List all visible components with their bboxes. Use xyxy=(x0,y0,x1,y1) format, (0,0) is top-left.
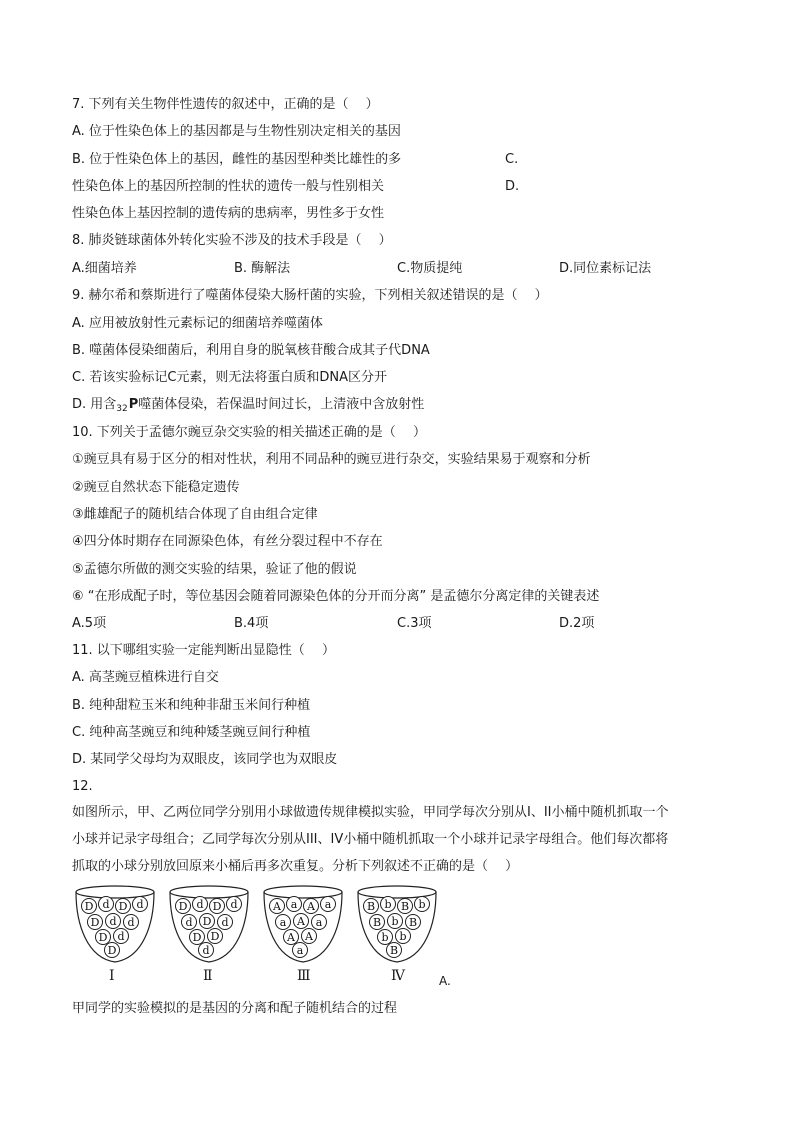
bucket-3 xyxy=(261,884,345,966)
bucket-drawing xyxy=(355,884,439,966)
ball-letter: d xyxy=(221,916,229,929)
q12-option-a-text: 甲同学的实验模拟的是基因的分离和配子随机结合的过程 xyxy=(72,1001,398,1016)
bucket-label: Ⅱ xyxy=(203,968,213,984)
q7-option-a: A. 位于性染色体上的基因都是与生物性别决定相关的基因 xyxy=(72,124,401,139)
q10-stem: 10. 下列关于孟德尔豌豆杂交实验的相关描述正确的是（ ） xyxy=(72,425,426,440)
ball-letter: d xyxy=(102,898,110,911)
ball-letter: A xyxy=(297,915,305,928)
ball-letter: d xyxy=(202,944,210,957)
ball-letter: D xyxy=(90,916,100,929)
q10-option-c: C.3项 xyxy=(397,616,432,631)
ball-letter: B xyxy=(400,900,410,913)
ball-letter: a xyxy=(296,944,304,957)
bucket-drawing xyxy=(73,884,157,966)
ball-letter: A xyxy=(307,900,315,913)
ball-letter: b xyxy=(418,898,426,911)
q11-option-b: B. 纯种甜粒玉米和纯种非甜玉米间行种植 xyxy=(72,698,311,713)
ball-letter: B xyxy=(372,916,382,929)
ball-letter: b xyxy=(399,930,407,943)
bucket-drawing xyxy=(167,884,251,966)
q7-option-d-label: D. xyxy=(505,179,520,194)
ball-letter: d xyxy=(136,898,144,911)
q11-stem: 11. 以下哪组实验一定能判断出显隐性（ ） xyxy=(72,643,335,658)
bucket-rim xyxy=(170,886,248,898)
ball-letter: B xyxy=(408,916,418,929)
q9-option-d xyxy=(72,396,424,418)
q12-paragraph-line-2: 小球并记录字母组合；乙同学每次分别从III、IV小桶中随机抓取一个小球并记录字母组合。他们每次都将 xyxy=(72,832,669,847)
q7-option-c-label: C. xyxy=(505,152,519,167)
bucket-label: Ⅲ xyxy=(297,968,311,984)
q10-statement-1: ①豌豆具有易于区分的相对性状，利用不同品种的豌豆进行杂交，实验结果易于观察和分析 xyxy=(72,452,591,467)
ball-letter: A xyxy=(273,900,281,913)
ball-letter: A xyxy=(305,930,313,943)
q7-option-d-text: 性染色体上基因控制的遗传病的患病率，男性多于女性 xyxy=(72,206,385,221)
q8-option-b: B. 酶解法 xyxy=(234,261,291,276)
q10-statement-5: ⑤孟德尔所做的测交实验的结果，验证了他的假说 xyxy=(72,562,357,577)
bucket-4 xyxy=(355,884,439,966)
ball-letter: D xyxy=(210,930,220,943)
q9-option-a: A. 应用被放射性元素标记的细菌培养噬菌体 xyxy=(72,316,323,331)
q9-option-c: C. 若该实验标记C元素，则无法将蛋白质和DNA区分开 xyxy=(72,370,388,385)
ball-letter: D xyxy=(192,931,202,944)
ball-letter: D xyxy=(84,900,94,913)
bucket-2 xyxy=(167,884,251,966)
ball-letter: a xyxy=(290,898,298,911)
bucket-rim xyxy=(76,886,154,898)
bucket-drawing xyxy=(261,884,345,966)
q9-stem: 9. 赫尔希和蔡斯进行了噬菌体侵染大肠杆菌的实验，下列相关叙述错误的是（ ） xyxy=(72,288,548,303)
ball-letter: d xyxy=(196,898,204,911)
ball-letter: a xyxy=(279,916,287,929)
q10-option-a: A.5项 xyxy=(72,616,107,631)
q10-option-b: B.4项 xyxy=(234,616,269,631)
ball-letter: B xyxy=(366,900,376,913)
bucket-label: Ⅰ xyxy=(109,968,115,984)
ball-letter: d xyxy=(127,916,135,929)
ball-letter: D xyxy=(212,900,222,913)
isotope-symbol: P xyxy=(128,397,139,412)
q10-statement-3: ③雌雄配子的随机结合体现了自由组合定律 xyxy=(72,507,318,522)
ball-letter: b xyxy=(384,898,392,911)
ball-letter: d xyxy=(230,898,238,911)
q10-statement-6: ⑥ “在形成配子时，等位基因会随着同源染色体的分开而分离” 是孟德尔分离定律的关键表述 xyxy=(72,589,600,604)
bucket-label: Ⅳ xyxy=(391,968,405,984)
q8-option-c: C.物质提纯 xyxy=(397,261,463,276)
q12-option-a-label: A. xyxy=(439,974,451,988)
q9-option-d-prefix: D. 用含 xyxy=(72,397,117,412)
bucket-rim xyxy=(264,886,342,898)
q11-option-a: A. 高茎豌豆植株进行自交 xyxy=(72,670,219,685)
bucket-1 xyxy=(73,884,157,966)
ball-letter: D xyxy=(202,915,212,928)
ball-letter: b xyxy=(391,915,399,928)
ball-letter: d xyxy=(117,930,125,943)
ball-letter: d xyxy=(109,915,117,928)
q9-option-d-suffix: 噬菌体侵染，若保温时间过长，上清液中含放射性 xyxy=(138,397,425,412)
ball-letter: D xyxy=(178,900,188,913)
ball-letter: D xyxy=(107,944,117,957)
q12-paragraph-line-1: 如图所示，甲、乙两位同学分别用小球做遗传规律模拟实验，甲同学每次分别从I、II小桶中随机抓取一个 xyxy=(72,805,669,820)
bucket-rim xyxy=(358,886,436,898)
ball-letter: A xyxy=(287,931,295,944)
q7-option-b: B. 位于性染色体上的基因，雌性的基因型种类比雄性的多 xyxy=(72,152,402,167)
ball-letter: a xyxy=(324,898,332,911)
q12-number: 12. xyxy=(72,779,93,794)
ball-letter: B xyxy=(389,944,399,957)
ball-letter: D xyxy=(98,931,108,944)
q9-option-b: B. 噬菌体侵染细菌后，利用自身的脱氧核苷酸合成其子代DNA xyxy=(72,343,430,358)
q7-option-c-text: 性染色体上的基因所控制的性状的遗传一般与性别相关 xyxy=(72,179,385,194)
ball-letter: a xyxy=(315,916,323,929)
q10-statement-4: ④四分体时期存在同源染色体，有丝分裂过程中不存在 xyxy=(72,534,383,549)
q12-paragraph-line-3: 抓取的小球分别放回原来小桶后再多次重复。分析下列叙述不正确的是（ ） xyxy=(72,859,519,874)
q8-option-a: A.细菌培养 xyxy=(72,261,137,276)
q7-stem: 7. 下列有关生物伴性遗传的叙述中，正确的是（ ） xyxy=(72,97,379,112)
q8-stem: 8. 肺炎链球菌体外转化实验不涉及的技术手段是（ ） xyxy=(72,233,392,248)
ball-letter: b xyxy=(381,931,389,944)
q10-statement-2: ②豌豆自然状态下能稳定遗传 xyxy=(72,480,240,495)
isotope-mass-number: 32 xyxy=(116,404,128,414)
ball-letter: D xyxy=(118,900,128,913)
q10-option-d: D.2项 xyxy=(559,616,595,631)
q8-option-d: D.同位素标记法 xyxy=(559,261,652,276)
q11-option-c: C. 纯种高茎豌豆和纯种矮茎豌豆间行种植 xyxy=(72,725,311,740)
ball-letter: d xyxy=(185,916,193,929)
q11-option-d: D. 某同学父母均为双眼皮，该同学也为双眼皮 xyxy=(72,752,338,767)
